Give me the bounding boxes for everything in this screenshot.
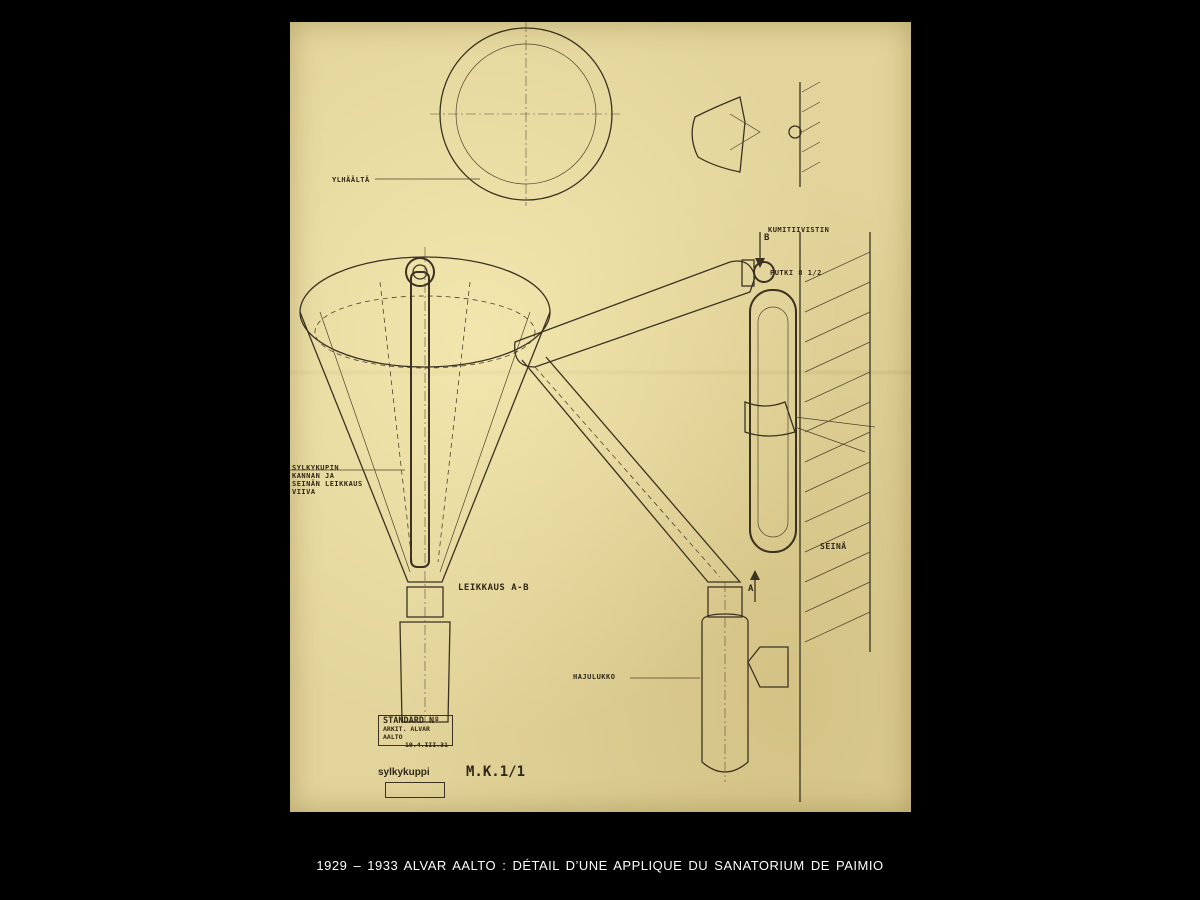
scale-label: M.K.1/1 (466, 764, 526, 780)
slide-caption: 1929 – 1933 ALVAR AALTO : DÉTAIL D’UNE APPLIQUE DU SANATORIUM DE PAIMIO (316, 858, 884, 873)
section-ab-label: LEIKKAUS A-B (458, 583, 530, 593)
title-block-date: 19.4.III.31 (404, 741, 448, 749)
approval-stamp (385, 782, 445, 798)
mid-bracket (745, 402, 795, 436)
lid-handle (411, 272, 429, 567)
top-view-label: YLHÄÄLTÄ (332, 176, 370, 184)
pipe-label: PUTKI 8 1/2 (770, 269, 822, 277)
rubber-seal-label: KUMITIIVISTIN (768, 226, 830, 234)
title-block (378, 715, 453, 749)
title-block-architect: ARKIT. ALVAR AALTO (383, 725, 430, 741)
lamp-arm (515, 261, 755, 367)
wall-hatching (805, 252, 870, 642)
section-marker-a: A (748, 584, 754, 594)
wall-bracket-top (692, 97, 745, 172)
odor-trap-label: HAJULUKKO (573, 673, 616, 681)
support-strut (522, 357, 740, 582)
technical-drawing (290, 22, 911, 812)
section-marker-b: B (764, 233, 770, 243)
wall-plate (750, 290, 796, 552)
product-name: sylkykuppi (378, 767, 430, 778)
title-block-standard: STANDARD Nº (383, 716, 440, 726)
wall-label: SEINÄ (820, 542, 847, 551)
section-line-label: SYLKYKUPIN KANNAN JA SEINÄN LEIKKAUS VIIVA (292, 464, 363, 496)
drawing-sheet (290, 22, 911, 812)
